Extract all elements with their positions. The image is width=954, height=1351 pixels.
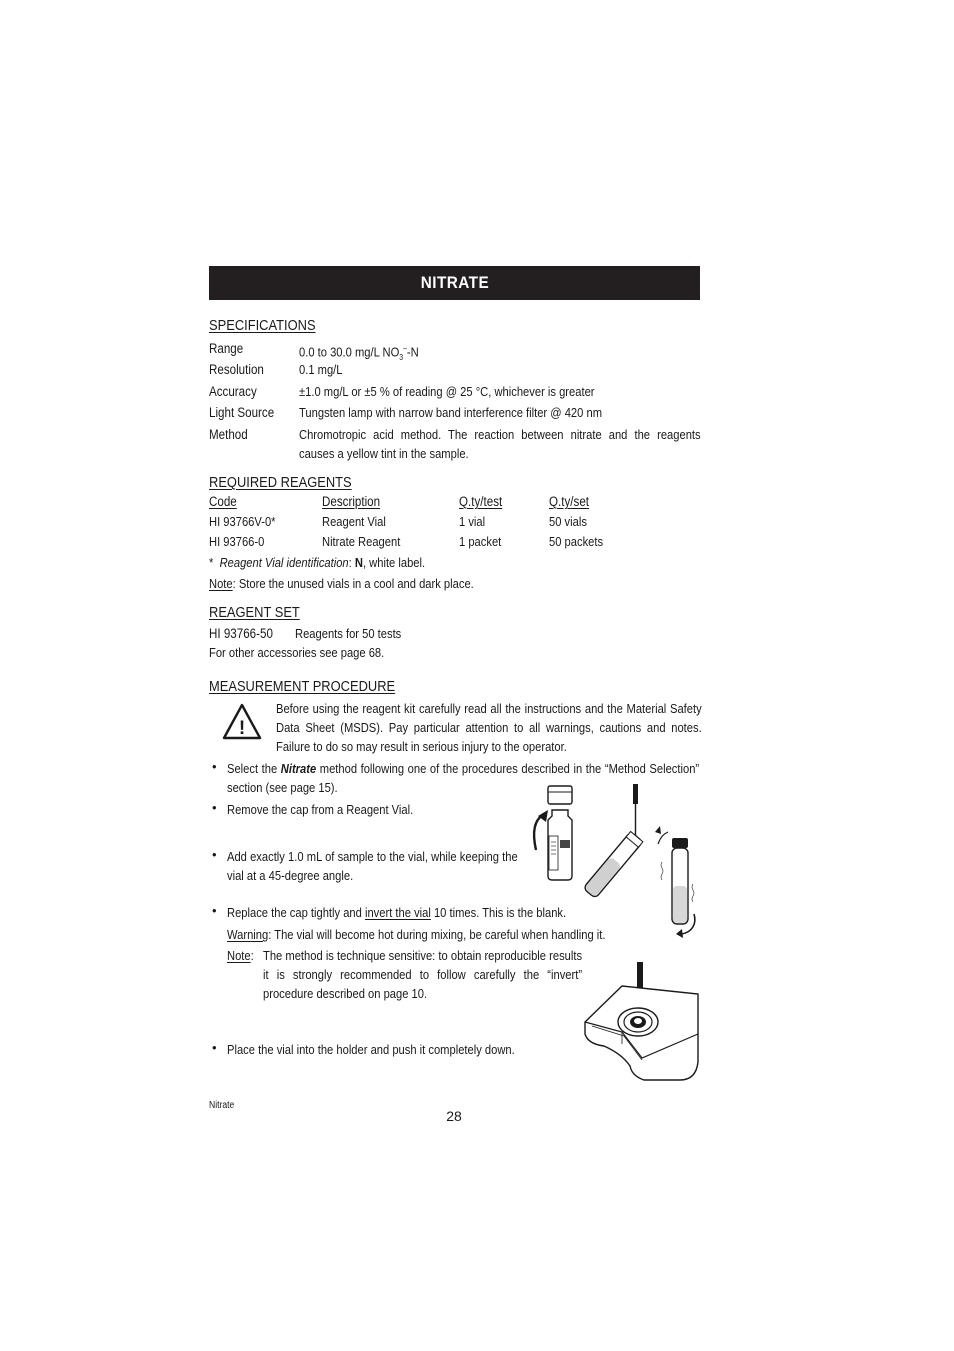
pipette-sample-illustration [575,780,655,905]
storage-note: Note: Store the unused vials in a cool and dark place. [209,576,474,591]
reagent-row-2-description: Nitrate Reagent [322,534,401,549]
warning-triangle-icon [222,703,262,740]
col-header-code: Code [209,494,237,509]
reagent-row-1-qty-test: 1 vial [459,514,486,529]
spec-label-accuracy: Accuracy [209,384,257,399]
spec-label-resolution: Resolution [209,362,264,377]
pipette-tip-icon [633,784,638,804]
warning-symbol: ! [238,718,246,739]
spec-label-light-source: Light Source [209,405,275,420]
vial-cap [548,786,572,804]
spec-value-light-source: Tungsten lamp with narrow band interference filter @ 420 nm [299,405,603,420]
bullet-step-4: • [212,903,217,918]
procedure-heading: MEASUREMENT PROCEDURE [209,678,396,695]
invert-arrow-top-icon [658,832,668,844]
bullet-step-5: • [212,1040,217,1055]
capped-vial-cap [672,838,688,848]
reagent-set-description: Reagents for 50 tests [295,626,402,641]
col-header-qty-set: Q.ty/set [549,494,590,509]
bullet-step-1: • [212,759,217,774]
step-3-text: Add exactly 1.0 mL of sample to the vial, while keeping the vial at a 45-degree angle. [227,849,518,883]
reagent-row-1-code: HI 93766V-0* [209,514,276,529]
spec-value-accuracy: ±1.0 mg/L or ±5 % of reading @ 25 °C, whichever is greater [299,384,595,399]
step-1-text: Select the Nitrate method following one of the procedures described in the “Method Selection” section (see page 15). [227,761,700,795]
vial-holder-illustration [582,962,700,1084]
spec-value-method: Chromotropic acid method. The reaction between nitrate and the reagents causes a yellow tint in the sample. [299,427,701,461]
procedure-intro: Before using the reagent kit carefully read all the instructions and the Material Safety Data Sheet (MSDS). Pay particular attention to all warnings, cautions and notes. Failure to do so may result in serious injury to the operator. [276,701,702,754]
bullet-step-3: • [212,847,217,862]
note-label: Note: [227,948,254,963]
footer-section-name: Nitrate [209,1100,235,1111]
section-title: NITRATE [420,273,489,292]
technique-note: The method is technique sensitive: to obtain reproducible results it is strongly recommended to follow carefully the “invert” procedure described on page 10. [263,948,583,1001]
vial-label [549,836,558,870]
spec-label-range: Range [209,341,244,356]
col-header-description: Description [322,494,381,509]
specifications-heading: SPECIFICATIONS [209,317,316,334]
bullet-step-2: • [212,800,217,815]
reagent-row-2-code: HI 93766-0 [209,534,265,549]
spec-value-range: 0.0 to 30.0 mg/L $NO_3^--N$ [299,344,419,362]
reagent-set-heading: REAGENT SET [209,604,300,621]
reagent-set-code: HI 93766-50 [209,626,273,641]
step-4-text: Replace the cap tightly and invert the vial 10 times. This is the blank. [227,905,567,920]
page-number: 28 [446,1108,462,1124]
reagent-footnote: * Reagent Vial identification: N, white label. [209,555,426,570]
reagent-row-2-qty-set: 50 packets [549,534,604,549]
section-title-bar [209,266,700,300]
mixing-warning: Warning: The vial will become hot during mixing, be careful when handling it. [227,927,606,942]
step-5-text: Place the vial into the holder and push it completely down. [227,1042,515,1057]
reagent-row-2-qty-test: 1 packet [459,534,502,549]
reagent-row-1-qty-set: 50 vials [549,514,587,529]
step-2-text: Remove the cap from a Reagent Vial. [227,802,414,817]
required-reagents-heading: REQUIRED REAGENTS [209,474,352,491]
reagent-row-1-description: Reagent Vial [322,514,386,529]
col-header-qty-test: Q.ty/test [459,494,503,509]
accessories-reference: For other accessories see page 68. [209,645,385,660]
spec-value-resolution: 0.1 mg/L [299,362,343,377]
spec-label-method: Method [209,427,248,442]
invert-vial-illustration [652,826,707,938]
uncap-arrow-icon [534,814,544,850]
